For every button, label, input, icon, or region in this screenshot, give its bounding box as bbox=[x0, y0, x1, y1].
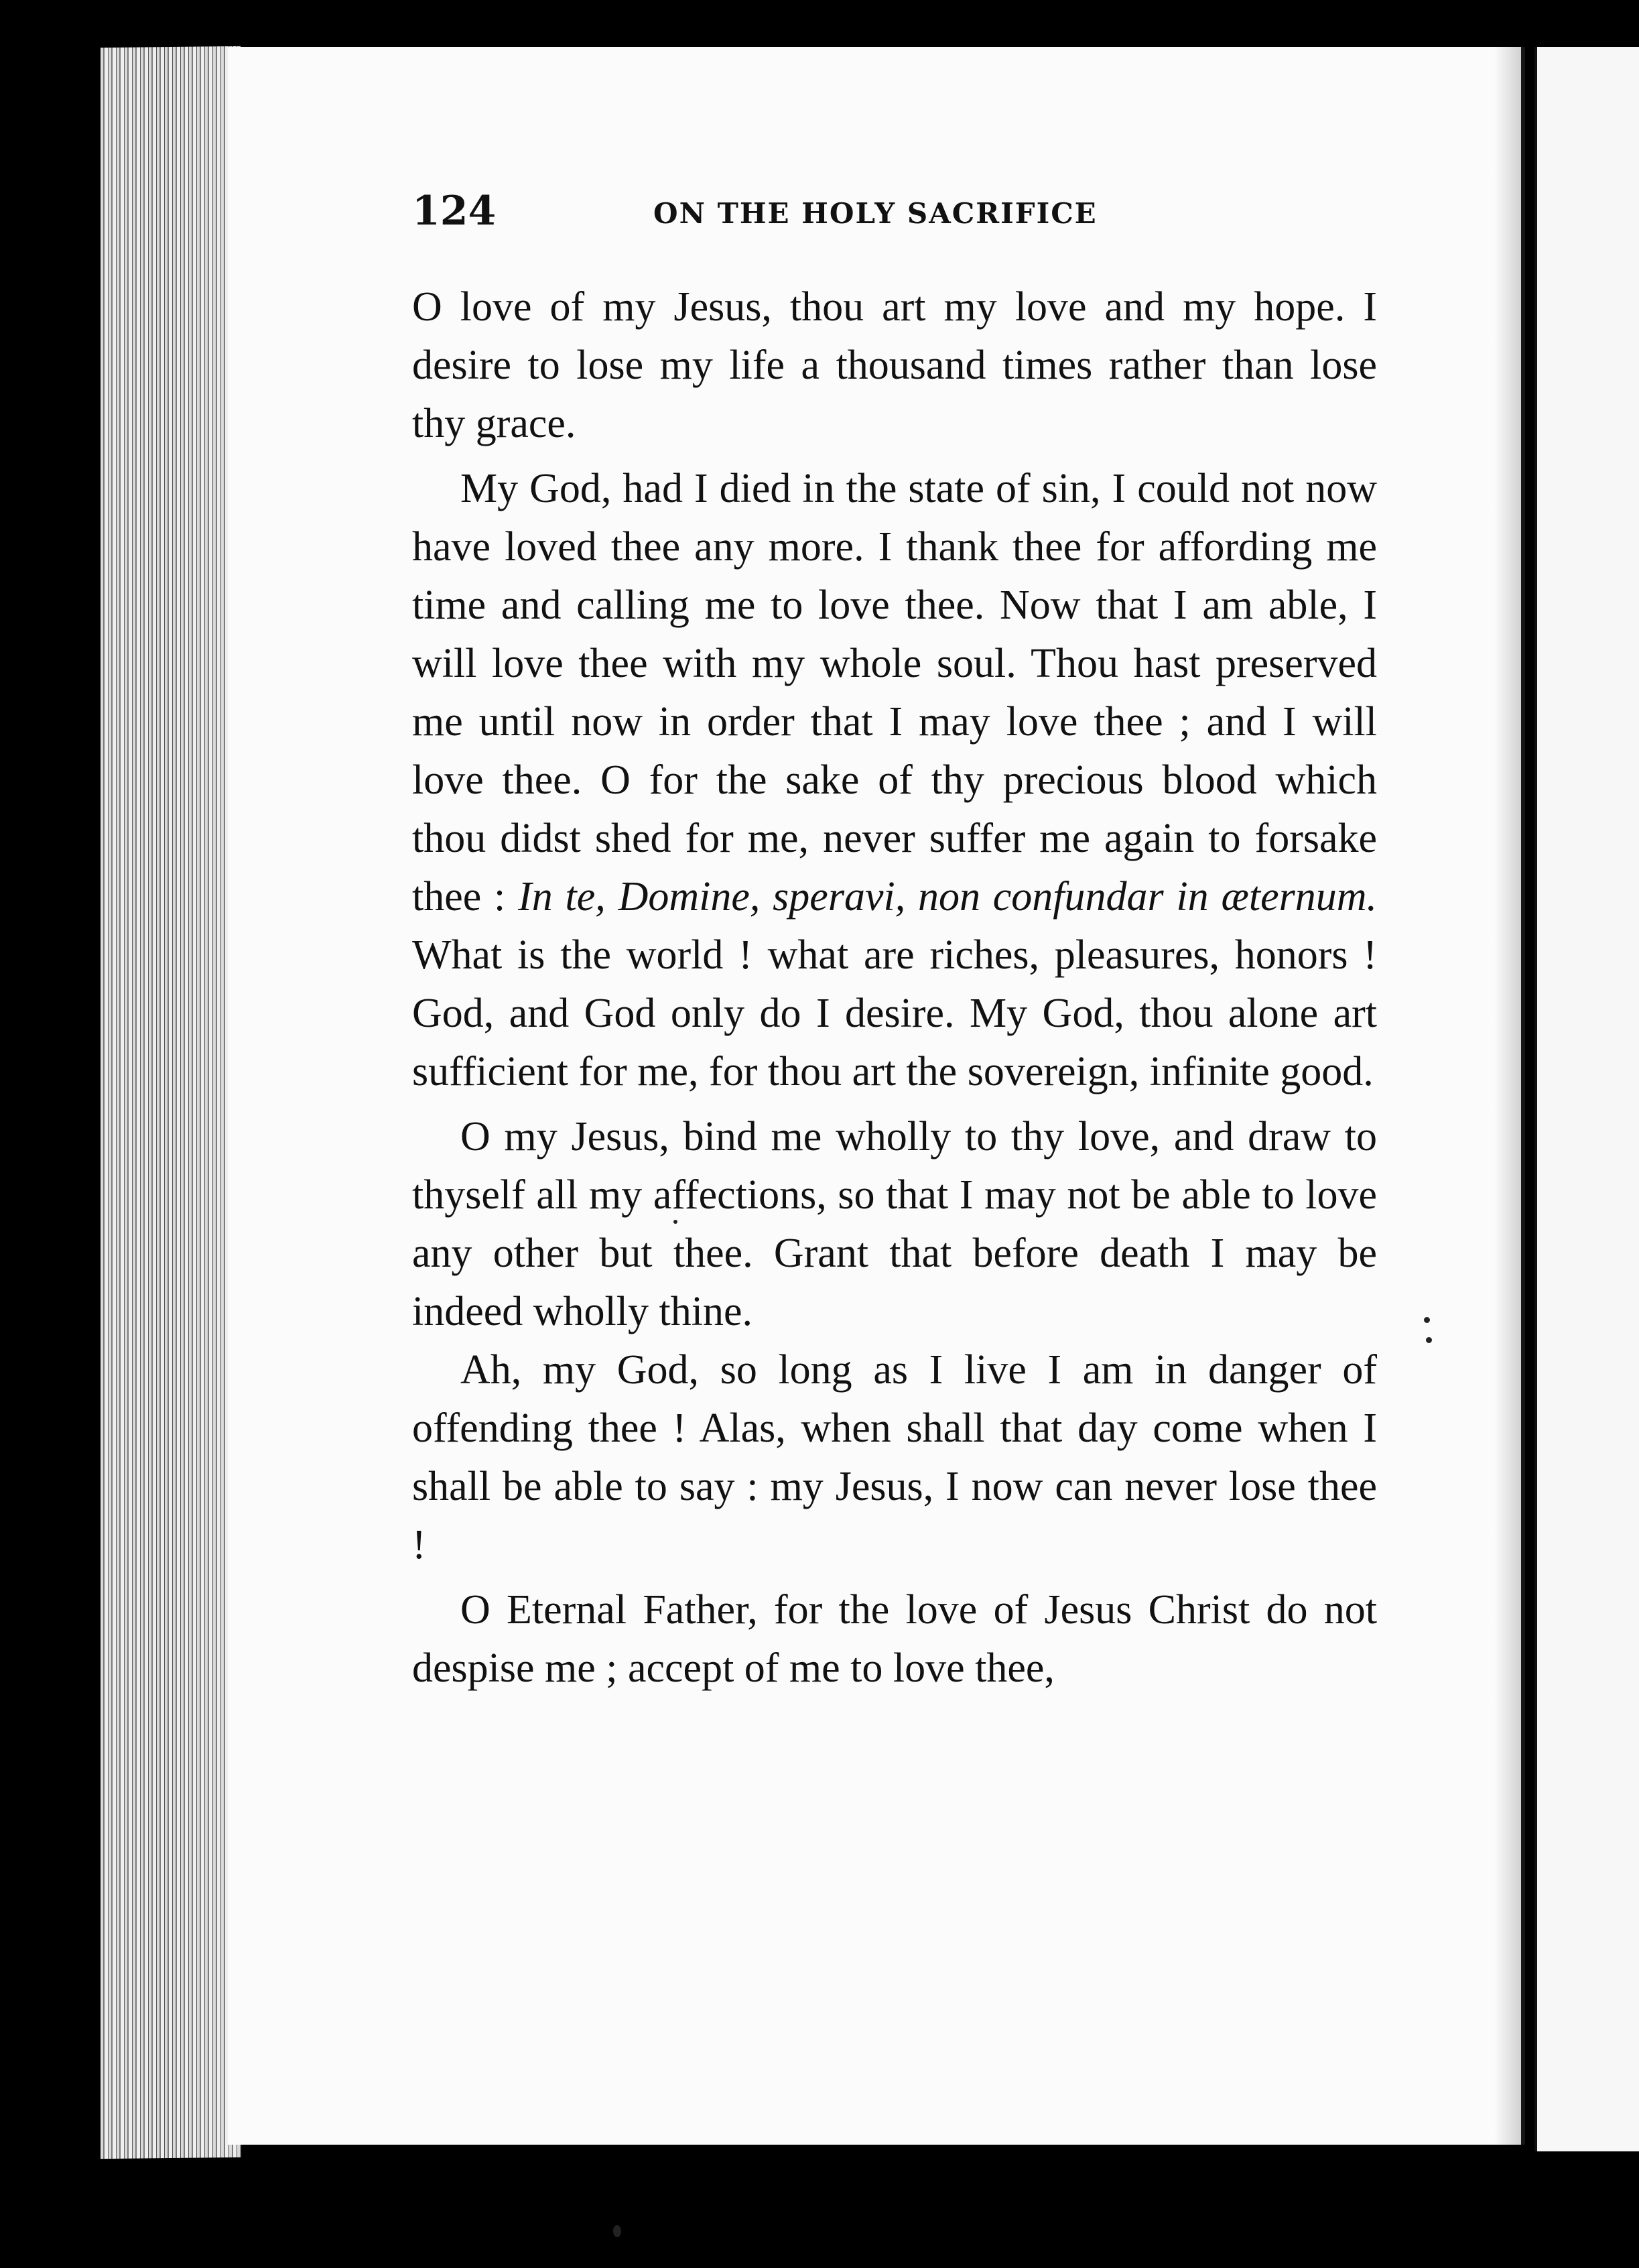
paragraph-text: O my Jesus, bind me wholly to thy love, and draw to thyself all my affections, so that I may not be able to love any other but thee. Grant that before death I may be indeed wholly thine. bbox=[412, 1114, 1377, 1334]
body-text bbox=[412, 278, 1377, 1698]
paragraph-text: My God, had I died in the state of sin, I could not now have loved thee any more. I thank thee for affording me time and calling me to love thee. Now that I am able, I will love thee with my whole soul. Thou hast preserved me until now in order that I may love thee ; and I will love thee. O for the sake of thy precious blood which thou didst shed for me, never suffer me again to forsake thee : bbox=[412, 466, 1377, 920]
paragraph-text: O Eternal Father, for the love of Jesus Christ do not despise me ; accept of me to love thee, bbox=[412, 1587, 1377, 1691]
paragraph-text: O love of my Jesus, thou art my love and my hope. I desire to lose my life a thousand times rather than lose thy grace. bbox=[412, 284, 1377, 446]
ink-speck bbox=[1426, 1337, 1432, 1343]
page-number: 124 bbox=[412, 188, 497, 235]
latin-quotation: In te, Domine, speravi, non confundar in æternum. bbox=[518, 874, 1377, 920]
gutter-shadow bbox=[1494, 47, 1534, 2145]
paragraph-4 bbox=[412, 1341, 1377, 1574]
page-edges bbox=[101, 46, 241, 2159]
ink-speck bbox=[613, 2225, 621, 2237]
paragraph-2 bbox=[412, 460, 1377, 1101]
paragraph-text-continued: What is the world ! what are riches, pleasures, honors ! God, and God only do I desire. My God, thou alone art sufficient for me, for thou art the sovereign, infinite good. bbox=[412, 932, 1377, 1094]
ink-speck bbox=[673, 1220, 677, 1224]
paragraph-5 bbox=[412, 1581, 1377, 1698]
page-header bbox=[412, 188, 1377, 248]
ink-speck bbox=[1424, 1317, 1430, 1323]
facing-page-edge bbox=[1534, 47, 1639, 2151]
paragraph-text: Ah, my God, so long as I live I am in danger of offending thee ! Alas, when shall that day come when I shall be able to say : my Jesus, I now can never lose thee ! bbox=[412, 1347, 1377, 1568]
paragraph-3 bbox=[412, 1108, 1377, 1341]
running-head: ON THE HOLY SACRIFICE bbox=[653, 197, 1098, 230]
paragraph-1 bbox=[412, 278, 1377, 453]
